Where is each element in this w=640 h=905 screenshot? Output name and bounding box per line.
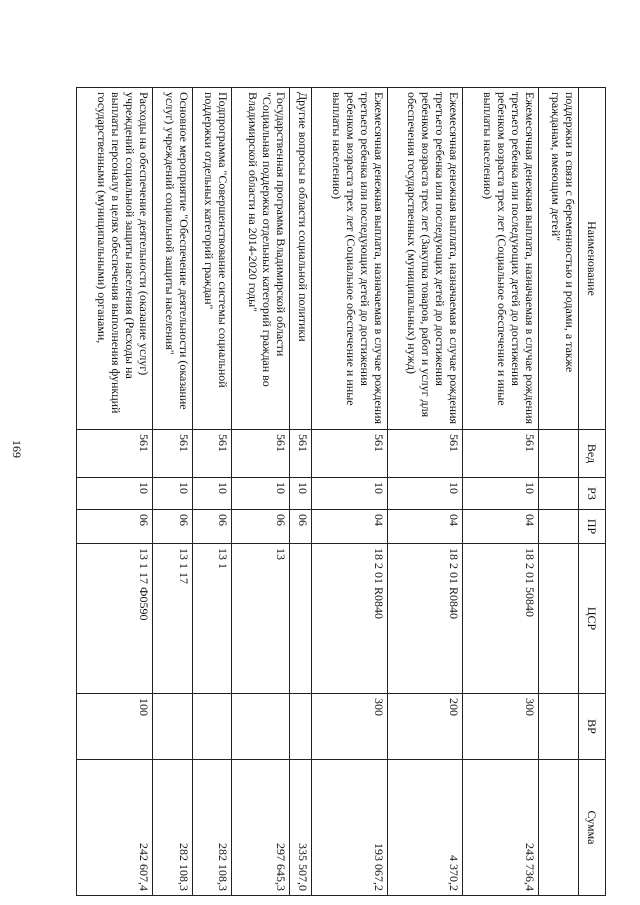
cell-pr: 06: [232, 510, 290, 544]
cell-csr: 18 2 01 50840: [463, 544, 539, 694]
table-row: [192, 88, 232, 896]
cell-sum: 282 108,3: [152, 760, 192, 896]
cell-rz: 10: [77, 478, 153, 510]
cell-sum: 297 645,3: [232, 760, 290, 896]
col-header-ved: Вед: [579, 430, 606, 478]
cell-pr: [539, 510, 579, 544]
cell-vr: 200: [387, 694, 463, 760]
page-number: 169: [10, 440, 24, 458]
cell-sum: 193 067,2: [312, 760, 388, 896]
cell-name: Расходы на обеспечение деятельности (оказание услуг) учреждений социальной защиты населения (Расходы на выплаты персоналу в целях обеспечения выполнения функций государственными (муниципальными) органами,: [77, 88, 153, 430]
table-row: [152, 88, 192, 896]
table-row: [77, 88, 153, 896]
cell-name: Государственная программа Владимирской области "Социальная поддержка отдельных категорий граждан во Владимирской области на 2014-2020 годы": [232, 88, 290, 430]
cell-ved: 561: [312, 430, 388, 478]
cell-ved: 561: [232, 430, 290, 478]
cell-sum: [539, 760, 579, 896]
cell-sum: 242 607,4: [77, 760, 153, 896]
budget-table: [76, 87, 606, 896]
cell-name: Ежемесячная денежная выплата, назначаемая в случае рождения третьего ребенка или последующих детей до достижения ребенком возраста трех лет (Социальное обеспечение и иные выплаты населению): [312, 88, 388, 430]
col-header-vr: ВР: [579, 694, 606, 760]
table-row: [312, 88, 388, 896]
col-header-name: Наименование: [579, 88, 606, 430]
col-header-rz: РЗ: [579, 478, 606, 510]
cell-rz: [539, 478, 579, 510]
cell-pr: 06: [152, 510, 192, 544]
cell-ved: 561: [387, 430, 463, 478]
cell-name: Ежемесячная денежная выплата, назначаемая в случае рождения третьего ребенка или последующих детей до достижения ребенком возраста трех лет (Социальное обеспечение и иные выплаты населению): [463, 88, 539, 430]
cell-csr: 13 1 17 Ф0590: [77, 544, 153, 694]
table-row: [539, 88, 579, 896]
cell-ved: 561: [463, 430, 539, 478]
cell-name: Подпрограмма "Совершенствование системы социальной поддержки отдельных категорий граждан": [192, 88, 232, 430]
table-row: [232, 88, 290, 896]
cell-pr: 04: [463, 510, 539, 544]
cell-vr: [192, 694, 232, 760]
header-row: [579, 88, 606, 896]
cell-pr: 06: [192, 510, 232, 544]
cell-csr: 18 2 01 R0840: [312, 544, 388, 694]
cell-csr: [539, 544, 579, 694]
cell-vr: [152, 694, 192, 760]
cell-rz: 10: [312, 478, 388, 510]
cell-vr: 100: [77, 694, 153, 760]
cell-pr: 04: [312, 510, 388, 544]
cell-name: Основное мероприятие "Обеспечение деятельности (оказание услуг) учреждений социальной защиты населения": [152, 88, 192, 430]
cell-ved: 561: [77, 430, 153, 478]
cell-rz: 10: [152, 478, 192, 510]
cell-ved: 561: [192, 430, 232, 478]
cell-pr: 04: [387, 510, 463, 544]
cell-csr: [290, 544, 312, 694]
cell-csr: 18 2 01 R0840: [387, 544, 463, 694]
cell-pr: 06: [290, 510, 312, 544]
cell-rz: 10: [192, 478, 232, 510]
col-header-pr: ПР: [579, 510, 606, 544]
col-header-sum: Сумма: [579, 760, 606, 896]
rotated-page: [76, 87, 606, 895]
cell-vr: 300: [463, 694, 539, 760]
cell-csr: 13 1: [192, 544, 232, 694]
cell-sum: 243 736,4: [463, 760, 539, 896]
cell-rz: 10: [290, 478, 312, 510]
cell-name: поддержки в связи с беременностью и родами, а также гражданам, имеющим детей": [539, 88, 579, 430]
cell-ved: 561: [290, 430, 312, 478]
table-row: [463, 88, 539, 896]
cell-rz: 10: [232, 478, 290, 510]
cell-name: Ежемесячная денежная выплата, назначаемая в случае рождения третьего ребенка или последующих детей до достижения ребенком возраста трех лет (Закупка товаров, работ и услуг для обеспечения государственных (муниципальных) нужд): [387, 88, 463, 430]
cell-vr: [539, 694, 579, 760]
cell-rz: 10: [387, 478, 463, 510]
cell-vr: [290, 694, 312, 760]
cell-csr: 13: [232, 544, 290, 694]
cell-name: Другие вопросы в области социальной политики: [290, 88, 312, 430]
cell-rz: 10: [463, 478, 539, 510]
cell-pr: 06: [77, 510, 153, 544]
cell-csr: 13 1 17: [152, 544, 192, 694]
cell-vr: 300: [312, 694, 388, 760]
table-row: [387, 88, 463, 896]
cell-ved: [539, 430, 579, 478]
cell-sum: 4 370,2: [387, 760, 463, 896]
cell-sum: 335 507,0: [290, 760, 312, 896]
table-row: [290, 88, 312, 896]
cell-sum: 282 108,3: [192, 760, 232, 896]
cell-ved: 561: [152, 430, 192, 478]
col-header-csr: ЦСР: [579, 544, 606, 694]
cell-vr: [232, 694, 290, 760]
